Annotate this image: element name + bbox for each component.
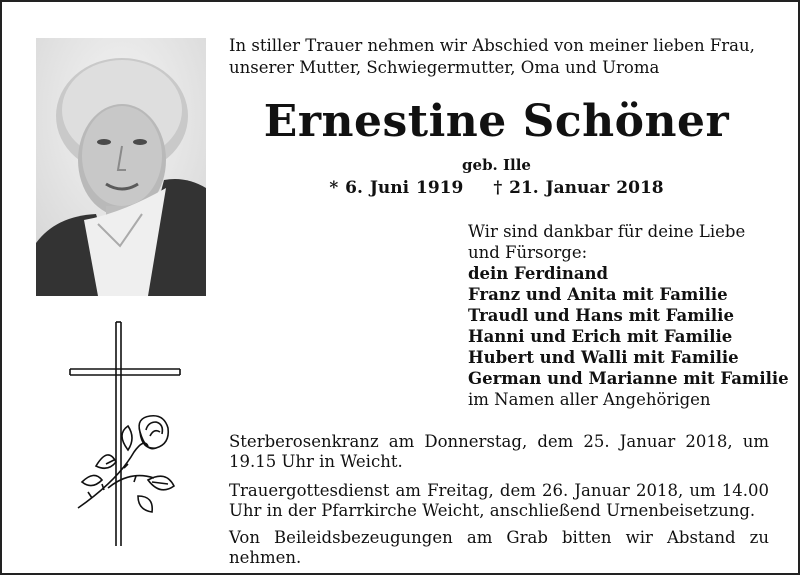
rosary-notice: Sterberosenkranz am Donnerstag, dem 25. Januar 2018, um 19.15 Uhr in Weicht. bbox=[229, 432, 769, 471]
deceased-name: Ernestine Schöner bbox=[263, 96, 730, 147]
intro-line-1: In stiller Trauer nehmen wir Abschied von meiner lieben Frau, bbox=[229, 36, 755, 55]
portrait-photo bbox=[36, 38, 206, 296]
death-date: † 21. Januar 2018 bbox=[493, 178, 664, 198]
family-line: German und Marianne mit Familie bbox=[468, 369, 789, 388]
family-list bbox=[468, 221, 788, 410]
family-line: Wir sind dankbar für deine Liebe bbox=[468, 222, 746, 241]
family-line: Traudl und Hans mit Familie bbox=[468, 306, 734, 325]
funeral-notice: Trauergottesdienst am Freitag, dem 26. Januar 2018, um 14.00 Uhr in der Pfarrkirche Weicht, anschließend Urnenbeisetzung. bbox=[229, 481, 769, 520]
birth-date: * 6. Juni 1919 bbox=[329, 178, 464, 198]
family-line: Hubert und Walli mit Familie bbox=[468, 348, 739, 367]
cross-with-rose-icon bbox=[68, 320, 186, 548]
family-line: im Namen aller Angehörigen bbox=[468, 390, 711, 409]
maiden-name: geb. Ille bbox=[462, 156, 531, 174]
life-dates bbox=[229, 177, 764, 199]
family-line: dein Ferdinand bbox=[468, 264, 609, 283]
intro-line-2: unserer Mutter, Schwiegermutter, Oma und Uroma bbox=[229, 58, 660, 77]
condolence-notice: Von Beileidsbezeugungen am Grab bitten wir Abstand zu nehmen. bbox=[229, 528, 769, 567]
family-line: und Fürsorge: bbox=[468, 243, 588, 262]
family-line: Franz und Anita mit Familie bbox=[468, 285, 728, 304]
intro-text bbox=[229, 35, 774, 79]
family-line: Hanni und Erich mit Familie bbox=[468, 327, 733, 346]
